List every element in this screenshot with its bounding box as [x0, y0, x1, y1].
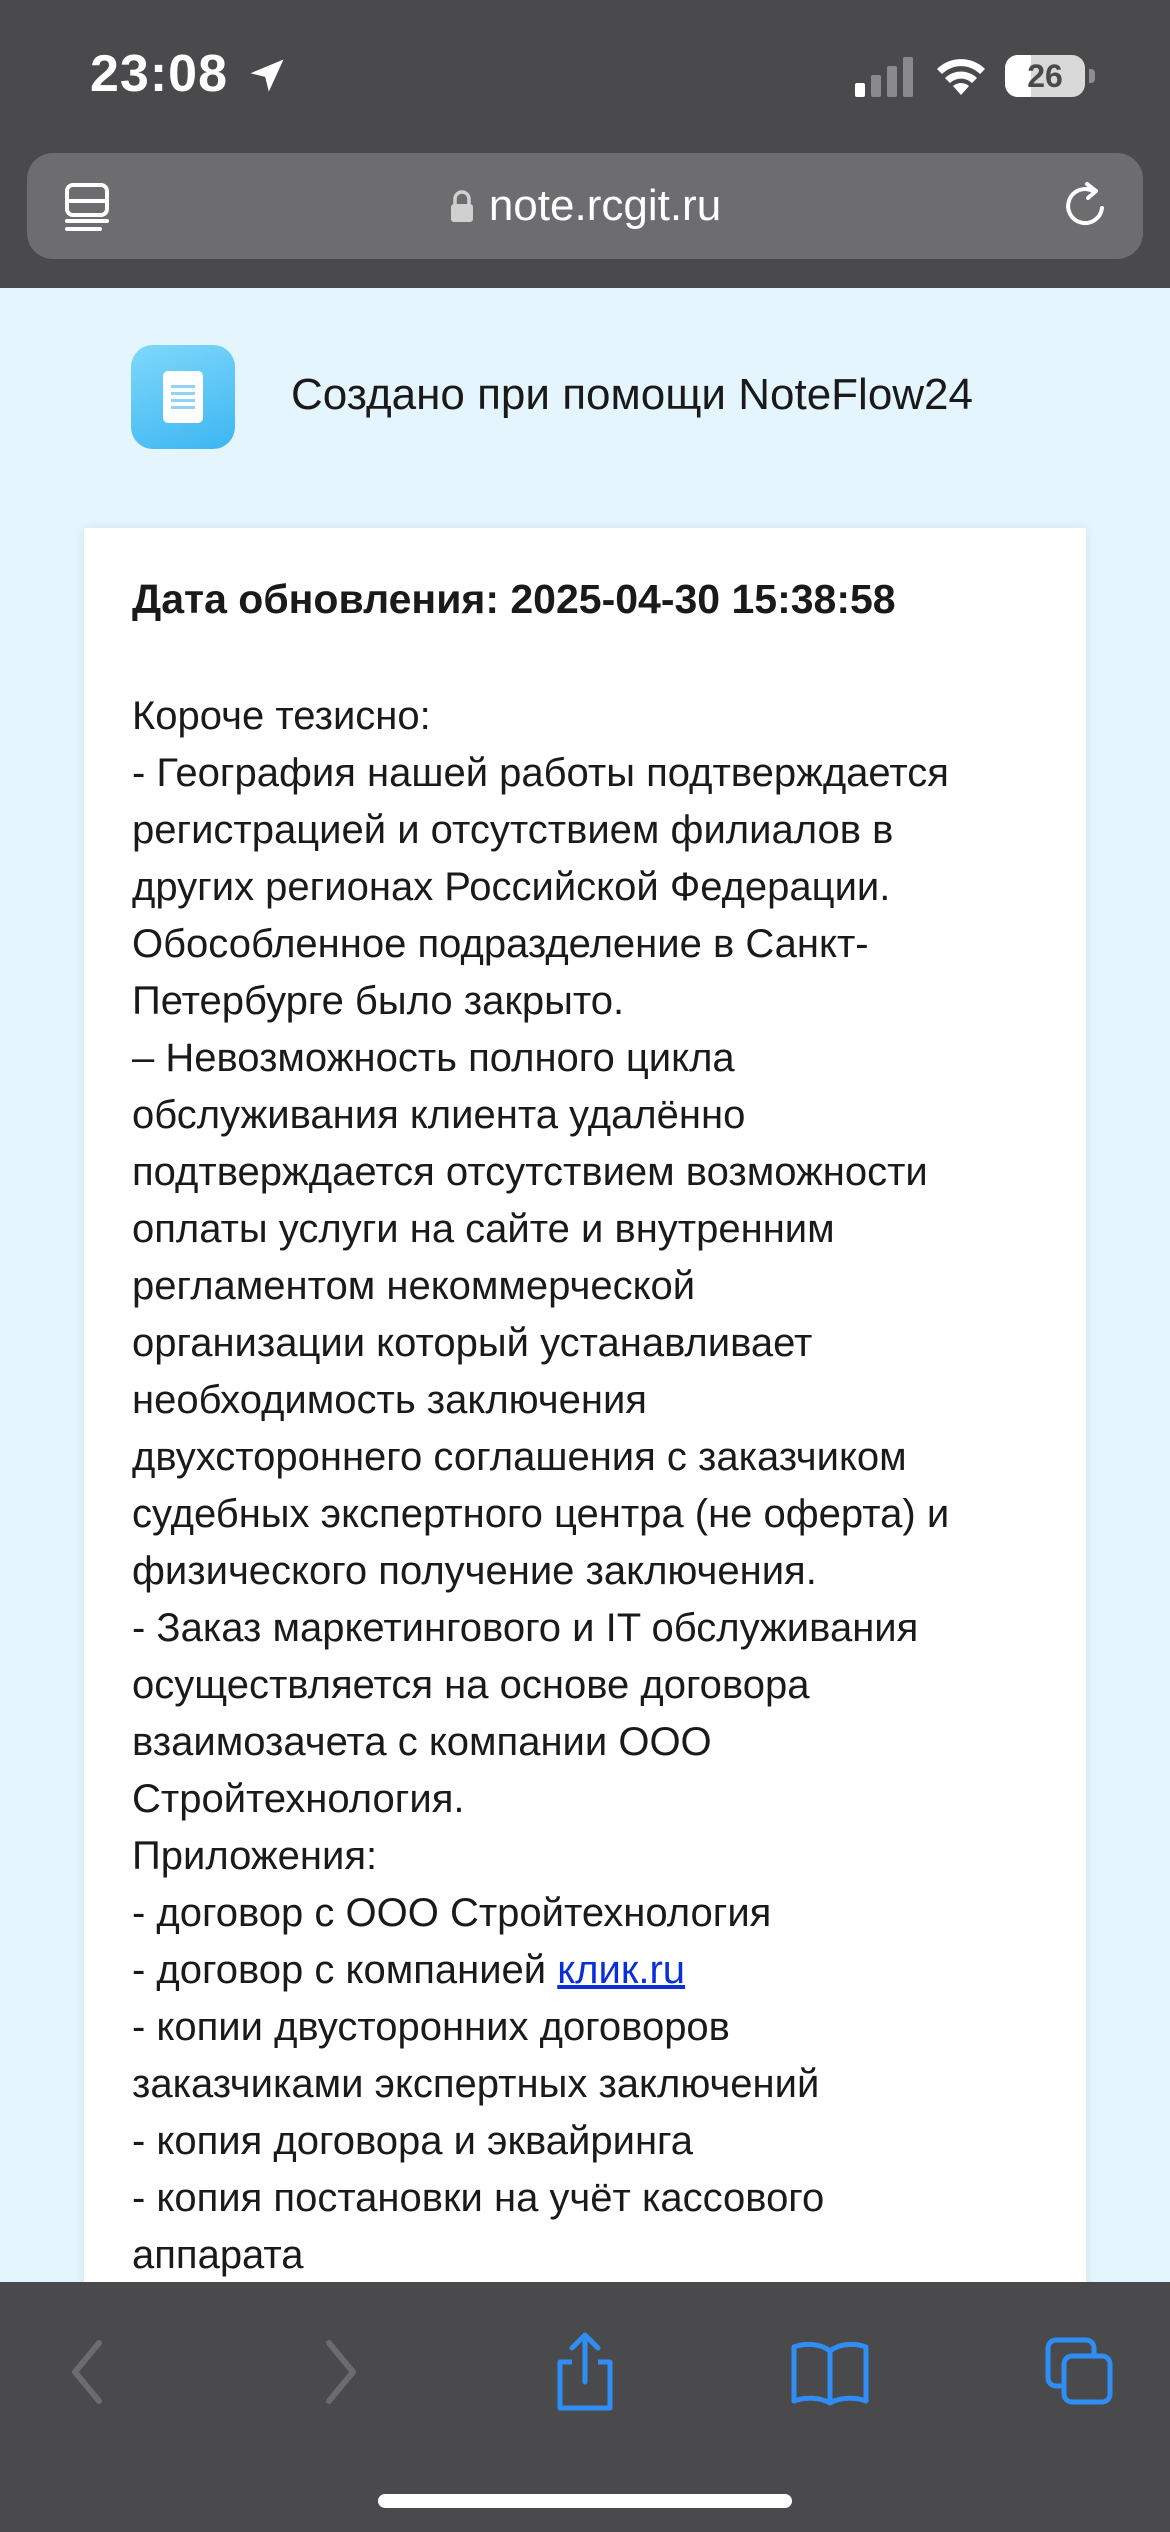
battery-level: 26	[1027, 58, 1063, 94]
note-line: подтверждается отсутствием возможности	[132, 1150, 928, 1194]
battery-nub	[1089, 69, 1095, 83]
note-line: заказчиками экспертных заключений	[132, 2062, 820, 2106]
url-display[interactable]	[27, 153, 1143, 259]
note-line: Приложения:	[132, 1834, 378, 1878]
page-header	[0, 288, 1170, 528]
note-line: физического получение заключения.	[132, 1549, 817, 1593]
note-line: регламентом некоммерческой	[132, 1264, 696, 1308]
bookmarks-button[interactable]	[790, 2332, 870, 2412]
note-line: обслуживания клиента удалённо	[132, 1093, 746, 1137]
note-line: необходимость заключения	[132, 1378, 647, 1422]
note-line: - Заказ маркетингового и IT обслуживания	[132, 1606, 919, 1650]
created-with-text: Создано при помощи NoteFlow24	[291, 370, 973, 419]
note-update-date: Дата обновления: 2025-04-30 15:38:58	[132, 576, 896, 622]
browser-top-chrome	[0, 0, 1170, 288]
note-line: - договор с ООО Стройтехнология	[132, 1891, 772, 1935]
wifi-icon	[935, 55, 987, 97]
note-line: Короче тезисно:	[132, 694, 431, 738]
forward-icon	[315, 2337, 365, 2407]
note-line: - копии двусторонних договоров	[132, 2005, 730, 2049]
tabs-button[interactable]	[1040, 2332, 1120, 2412]
klik-ru-link[interactable]: клик.ru	[557, 1948, 686, 1992]
note-line: аппарата	[132, 2233, 304, 2277]
note-line: осуществляется на основе договора	[132, 1663, 810, 1707]
share-button[interactable]	[545, 2332, 625, 2412]
note-link-prefix: - договор с компанией	[132, 1948, 558, 1992]
note-line: двухстороннего соглашения с заказчиком	[132, 1435, 907, 1479]
tabs-icon	[1044, 2336, 1116, 2408]
status-time: 23:08	[90, 45, 228, 103]
note-body	[132, 688, 1062, 2284]
bookmarks-icon	[790, 2337, 870, 2407]
note-line: - География нашей работы подтверждается	[132, 751, 949, 795]
note-line: оплаты услуги на сайте и внутренним	[132, 1207, 835, 1251]
back-icon	[63, 2337, 113, 2407]
note-line: Обособленное подразделение в Санкт-	[132, 922, 869, 966]
url-text: note.rcgit.ru	[488, 181, 722, 230]
note-line: - копия договора и эквайринга	[132, 2119, 693, 2163]
location-arrow-icon	[245, 54, 289, 98]
note-line: Стройтехнология.	[132, 1777, 465, 1821]
document-icon	[163, 371, 203, 423]
status-bar	[0, 0, 1170, 150]
note-card	[84, 528, 1086, 2288]
note-line: организации который устанавливает	[132, 1321, 813, 1365]
back-button[interactable]	[48, 2332, 128, 2412]
note-line: судебных экспертного центра (не оферта) и	[132, 1492, 950, 1536]
battery-icon	[1005, 55, 1097, 99]
home-indicator	[378, 2494, 792, 2508]
note-line: Петербурге было закрыто.	[132, 979, 625, 1023]
address-bar[interactable]	[27, 153, 1143, 259]
signal-icon	[855, 57, 915, 97]
lock-icon	[449, 189, 475, 223]
note-line: – Невозможность полного цикла	[132, 1036, 735, 1080]
reload-icon[interactable]	[1059, 179, 1113, 233]
forward-button[interactable]	[300, 2332, 380, 2412]
browser-bottom-toolbar	[0, 2282, 1170, 2532]
noteflow-logo-icon	[131, 345, 235, 449]
share-icon	[550, 2332, 620, 2412]
note-link-line	[132, 1942, 1062, 1999]
note-line: других регионах Российской Федерации.	[132, 865, 891, 909]
note-line: - копия постановки на учёт кассового	[132, 2176, 825, 2220]
note-line: регистрацией и отсутствием филиалов в	[132, 808, 894, 852]
note-line: взаимозачета с компании ООО	[132, 1720, 712, 1764]
